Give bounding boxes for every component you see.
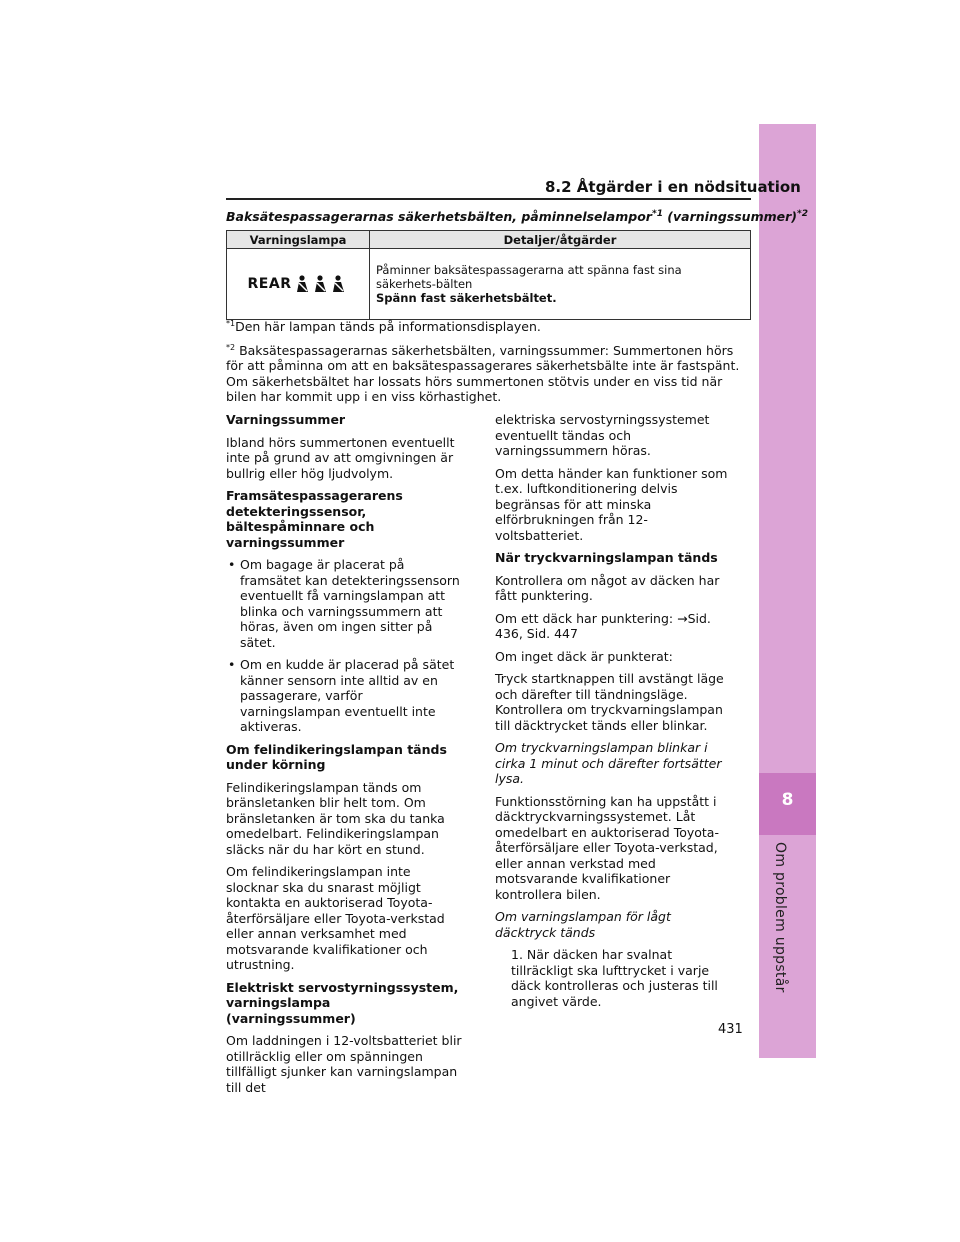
paragraph: Tryck startknappen till avstängt läge och därefter till tändningsläge. Kontrollera om tryckvarningslampan till däcktrycket tänds eller blinkar. [495, 671, 724, 733]
paragraph: Felindikeringslampan tänds om bränsletanken blir helt tom. Om bränsletanken är tom ska du tanka omedelbart. Felindikeringslampan släcks när du har kört en stund. [226, 779, 445, 857]
heading-power-steering: Elektriskt servostyrningssystem, varningslampa (varningssummer) [226, 979, 459, 1026]
col-header-lamp: Varningslampa [227, 231, 370, 249]
detail-text: Påminner baksätespassagerarna att spänna fast sina säkerhets-bälten [376, 263, 682, 291]
paragraph-page-ref: Om ett däck har punktering: →Sid. 436, Sid. 447 [495, 610, 711, 641]
chapter-title: Om problem uppstår [772, 842, 788, 993]
lamp-cell [227, 249, 370, 320]
italic-subheading: Om tryckvarningslampan blinkar i cirka 1 minut och därefter fortsätter lysa. [495, 740, 722, 786]
warning-table [226, 230, 751, 320]
heading-detection-sensor: Framsätespassagerarens detekteringssensor, bältespåminnare och varningssummer [226, 488, 403, 550]
paragraph: Om laddningen i 12-voltsbatteriet blir otillräcklig eller om spänningen tillfälligt sjunker kan varningslampan till det [226, 1033, 462, 1095]
details-cell [370, 249, 751, 320]
right-column [495, 412, 731, 1016]
paragraph: Om detta händer kan funktioner som t.ex. luftkonditionering delvis begränsas för att minska elförbrukningen från 12-voltsbatteriet. [495, 465, 728, 543]
chapter-number: 8 [781, 790, 794, 810]
paragraph: Funktionsstörning kan ha uppstått i däcktryckvarningssystemet. Låt omedelbart en auktoriserad Toyota-återförsäljare eller Toyota-verkstad, eller annan verkstad med motsvarande kvalifikationer kontrollera bilen. [495, 793, 719, 902]
footnotes [226, 316, 751, 410]
paragraph: Kontrollera om något av däcken har fått punktering. [495, 572, 720, 603]
italic-subheading: Om varningslampan för lågt däcktryck tänds [495, 909, 671, 940]
heading-malfunction-lamp: Om felindikeringslampan tänds under körning [226, 741, 447, 772]
detail-action: Spänn fast säkerhetsbältet. [376, 291, 557, 305]
footnote-1: $^{*1}$Den här lampan tänds på informationsdisplayen. [226, 319, 541, 335]
paragraph: Ibland hörs summertonen eventuellt inte på grund av att omgivningen är bullrig eller hög ljudvolym. [226, 434, 455, 481]
left-column [226, 412, 462, 1102]
bullet-item: • Om en kudde är placerad på sätet känner sensorn inte alltid av en passagerare, varför varningslampan eventuellt inte aktiveras. [226, 657, 462, 735]
paragraph: elektriska servostyrningssystemet eventuellt tändas och varningssummern höras. [495, 412, 710, 458]
header-rule [226, 198, 751, 200]
numbered-step: 1. När däcken har svalnat tillräckligt ska lufttrycket i varje däck kontrolleras och justeras till angivet värde. [511, 947, 718, 1009]
heading-varningssummer: Varningssummer [226, 412, 346, 427]
paragraph: Om felindikeringslampan inte slocknar ska du snarast möjligt kontakta en auktoriserad Toyota-återförsäljare eller Toyota-verkstad eller annan verksamhet med motsvarande kvalifikationer och utrustning. [226, 864, 445, 972]
section-heading: 8.2 Åtgärder i en nödsituation [545, 178, 801, 196]
rear-seatbelt-warning-icon: REAR [248, 274, 349, 294]
page-number: 431 [718, 1022, 743, 1037]
footnote-2: $^{*2}$ Baksätespassagerarnas säkerhetsbälten, varningssummer: Summertonen hörs för att påminna om att en baksätespassagerares säkerhetsbälte inte är fastspänt. Om säkerhetsbältet har lossats hörs summertonen stötvis under en viss tid när bilen har kommit upp i en viss körhastighet. [226, 342, 740, 405]
paragraph: Om inget däck är punkterat: [495, 648, 673, 664]
bullet-item: • Om bagage är placerat på framsätet kan detekteringssensorn eventuellt få varningslampan att blinka och varningssummern att höras, även om ingen sitter på sätet. [226, 557, 462, 650]
heading-tire-pressure: När tryckvarningslampan tänds [495, 550, 718, 565]
col-header-details: Detaljer/åtgärder [370, 231, 751, 249]
table-title: Baksätespassagerarnas säkerhetsbälten, påminnelselampor$^{*1}$ (varningssummer)$^{*2}$ [226, 209, 808, 225]
